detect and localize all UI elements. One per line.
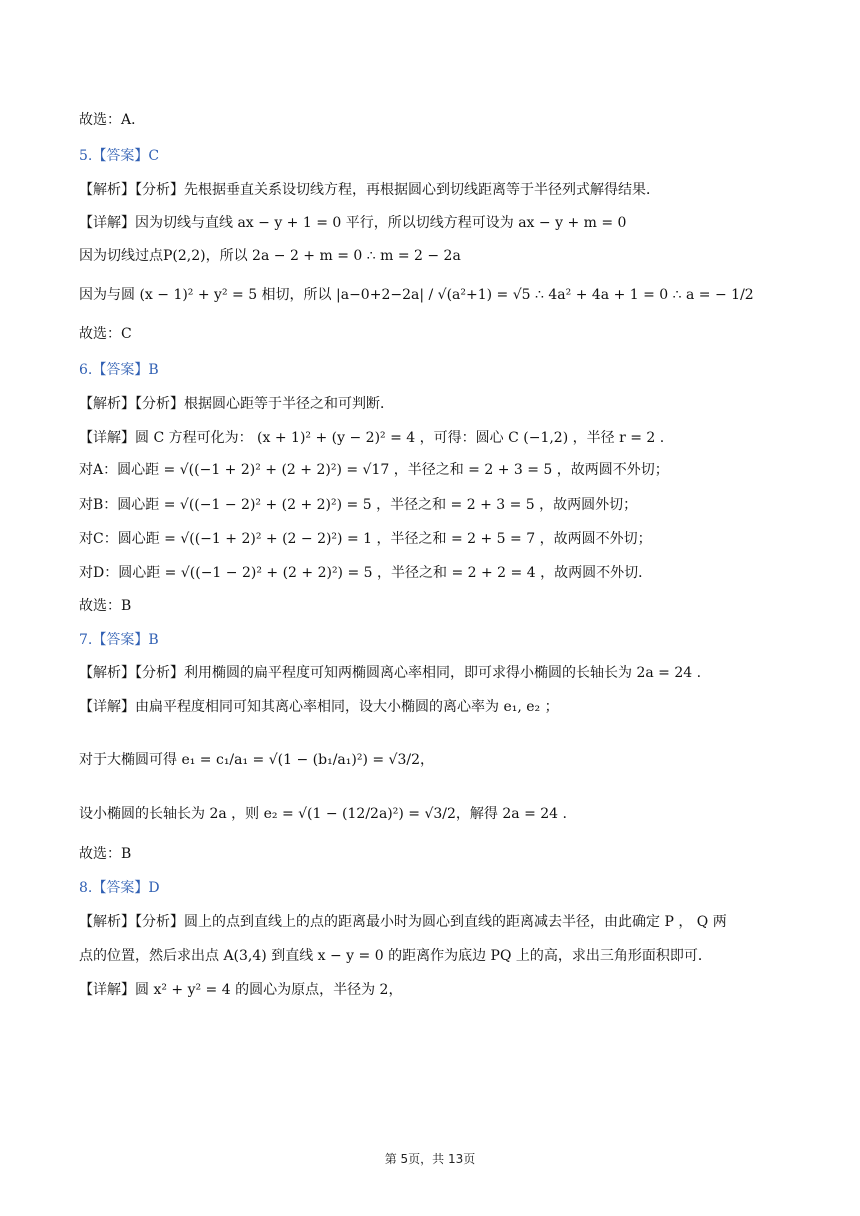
line-5: 因为切线过点P(2,2)，所以 2a − 2 + m = 0 ∴ m = 2 − 2a xyxy=(79,248,461,264)
line-23: 【解析】【分析】圆上的点到直线上的点的距离最小时为圆心到直线的距离减去半径，由此确定 P ， Q 两 xyxy=(79,914,727,930)
line-7: 故选：C xyxy=(79,326,132,342)
line-14: 对D：圆心距 = √((−1 − 2)² + (2 + 2)²) = 5 ，半径之和 = 2 + 2 = 4 ，故两圆不外切． xyxy=(79,565,653,581)
line-21: 故选：B xyxy=(79,846,132,862)
line-19: 对于大椭圆可得 e₁ = c₁/a₁ = √(1 − (b₁/a₁)²) = √3/2， xyxy=(79,752,434,768)
line-10: 【详解】圆 C 方程可化为： (x + 1)² + (y − 2)² = 4 ，可得：圆心 C (−1,2) ，半径 r = 2 . xyxy=(79,430,665,446)
answer-6: 6.【答案】B xyxy=(79,362,159,378)
line-25: 【详解】圆 x² + y² = 4 的圆心为原点，半径为 2， xyxy=(79,982,403,998)
answer-8: 8.【答案】D xyxy=(79,880,160,896)
answer-5: 5.【答案】C xyxy=(79,148,160,164)
line-15: 故选：B xyxy=(79,598,132,614)
line-18: 【详解】由扁平程度相同可知其离心率相同，设大小椭圆的离心率为 e₁, e₂ ； xyxy=(79,699,559,715)
line-1: 故选：A． xyxy=(79,112,146,128)
line-9: 【解析】【分析】根据圆心距等于半径之和可判断． xyxy=(79,396,394,412)
line-13: 对C：圆心距 = √((−1 + 2)² + (2 − 2)²) = 1 ，半径之和 = 2 + 5 = 7 ，故两圆不外切； xyxy=(79,531,652,547)
line-6: 因为与圆 (x − 1)² + y² = 5 相切，所以 |a−0+2−2a| / √(a²+1) = √5 ∴ 4a² + 4a + 1 = 0 ∴ a = − 1/2 xyxy=(79,287,754,303)
line-17: 【解析】【分析】利用椭圆的扁平程度可知两椭圆离心率相同，即可求得小椭圆的长轴长为 2a = 24 . xyxy=(79,665,702,681)
line-24: 点的位置，然后求出点 A(3,4) 到直线 x − y = 0 的距离作为底边 PQ 上的高，求出三角形面积即可． xyxy=(79,948,712,964)
line-11: 对A：圆心距 = √((−1 + 2)² + (2 + 2)²) = √17 ，半径之和 = 2 + 3 = 5 ，故两圆不外切； xyxy=(79,462,669,478)
line-12: 对B：圆心距 = √((−1 − 2)² + (2 + 2)²) = 5 ，半径之和 = 2 + 3 = 5 ，故两圆外切； xyxy=(79,497,638,513)
line-4: 【详解】因为切线与直线 ax − y + 1 = 0 平行，所以切线方程可设为 ax − y + m = 0 xyxy=(79,215,627,231)
page-footer: 第 5页，共 13页 xyxy=(384,1152,476,1166)
line-3: 【解析】【分析】先根据垂直关系设切线方程，再根据圆心到切线距离等于半径列式解得结果． xyxy=(79,182,660,198)
answer-7: 7.【答案】B xyxy=(79,632,159,648)
line-20: 设小椭圆的长轴长为 2a ，则 e₂ = √(1 − (12/2a)²) = √3/2，解得 2a = 24 . xyxy=(79,806,567,822)
